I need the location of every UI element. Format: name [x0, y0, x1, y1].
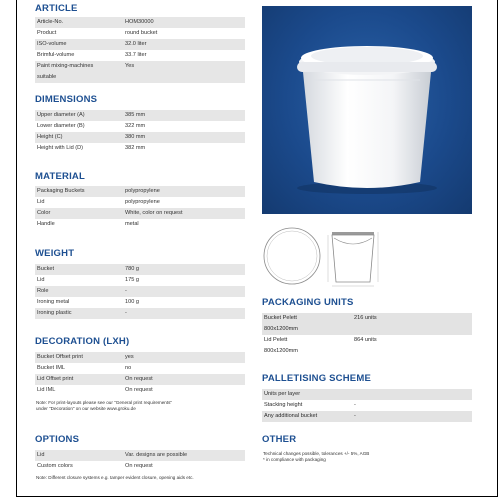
row-key: Lid Offset print [37, 376, 74, 382]
table-row [35, 143, 245, 154]
row-key: Lid [37, 199, 45, 205]
row-value: polypropylene [125, 188, 160, 194]
table-row [35, 219, 245, 230]
row-value: - [354, 402, 356, 408]
row-key: ISO-volume [37, 41, 67, 47]
row-key: suitable [37, 74, 57, 80]
table-row [35, 275, 245, 286]
row-key: Bucket Pelett [264, 315, 297, 321]
row-key: Height with Lid (D) [37, 145, 84, 151]
row-key: Product [37, 30, 57, 36]
table-row [35, 197, 245, 208]
table-row [35, 286, 245, 297]
table-row [35, 28, 245, 39]
packaging-units-heading: PACKAGING UNITS [262, 297, 354, 308]
other-note-line: Technical changes possible, tolerances +/- 5%, AGB [263, 451, 370, 456]
row-key: Handle [37, 221, 55, 227]
row-key: Lid Pelett [264, 337, 288, 343]
table-row [35, 461, 245, 472]
other-heading: OTHER [262, 434, 297, 445]
weight-table [35, 264, 245, 319]
row-key: Upper diameter (A) [37, 112, 85, 118]
row-value: White, color on request [125, 210, 183, 216]
dimensions-heading: DIMENSIONS [35, 94, 98, 105]
row-value: 100 g [125, 299, 139, 305]
row-value: 382 mm [125, 145, 146, 151]
palletising-heading: PALLETISING SCHEME [262, 373, 371, 384]
row-value: 864 units [354, 337, 377, 343]
table-row [35, 186, 245, 197]
palletising-table [262, 389, 472, 422]
table-row [35, 110, 245, 121]
table-row [262, 346, 472, 357]
row-value: polypropylene [125, 199, 160, 205]
row-key: Color [37, 210, 51, 216]
table-row [35, 363, 245, 374]
table-row [35, 17, 245, 28]
row-key: Bucket IML [37, 365, 65, 371]
row-value: HOM30000 [125, 19, 154, 25]
table-row [35, 61, 245, 72]
row-value: 216 units [354, 315, 377, 321]
article-heading: ARTICLE [35, 3, 78, 14]
table-row [35, 72, 245, 83]
table-row [262, 324, 472, 335]
row-key: Role [37, 288, 49, 294]
material-table [35, 186, 245, 230]
row-value: metal [125, 221, 139, 227]
table-row [35, 308, 245, 319]
weight-heading: WEIGHT [35, 248, 75, 259]
table-row [262, 335, 472, 346]
table-row [262, 400, 472, 411]
row-value: Var. designs are possible [125, 452, 188, 458]
row-key: Bucket [37, 266, 55, 272]
row-value [354, 324, 472, 335]
row-key: Lid [37, 277, 45, 283]
bucket-image [262, 6, 472, 214]
row-key: Any additional bucket [264, 413, 318, 419]
material-heading: MATERIAL [35, 171, 85, 182]
row-value: On request [125, 463, 153, 469]
article-table [35, 17, 245, 83]
row-value: Yes [125, 63, 135, 69]
dimensions-table [35, 110, 245, 154]
row-value: 780 g [125, 266, 139, 272]
options-heading: OPTIONS [35, 434, 80, 445]
packaging-units-table [262, 313, 472, 357]
other-note-line: * in compliance with packaging [263, 457, 326, 462]
table-row [262, 411, 472, 422]
row-value [123, 72, 245, 83]
table-row [35, 385, 245, 396]
decoration-note-line: Note: For print-layouts please see our "General print requirements" [36, 400, 173, 405]
row-key: Packaging Buckets [37, 188, 85, 194]
row-key: Bucket Offset print [37, 354, 83, 360]
product-photo [262, 6, 472, 214]
row-key: Lid IML [37, 387, 56, 393]
row-value: no [125, 365, 132, 371]
row-value [354, 389, 472, 400]
decoration-note-line: under "Decoration" on our website www.groku.de [36, 406, 136, 411]
row-value: 385 mm [125, 112, 146, 118]
row-value [354, 346, 472, 357]
row-key: Lower diameter (B) [37, 123, 85, 129]
row-key: Brimful-volume [37, 52, 75, 58]
row-key: 800x1200mm [264, 326, 298, 332]
row-value: - [125, 310, 127, 316]
row-value: yes [125, 354, 134, 360]
row-value: 33.7 liter [125, 52, 147, 58]
row-value: 380 mm [125, 134, 146, 140]
options-table [35, 450, 245, 472]
row-key: 800x1200mm [264, 348, 298, 354]
table-row [35, 208, 245, 219]
row-value: - [125, 288, 127, 294]
row-key: Paint mixing-machines [37, 63, 94, 69]
table-row [35, 39, 245, 50]
row-key: Ironing metal [37, 299, 70, 305]
table-row [35, 297, 245, 308]
row-value: 32.0 liter [125, 41, 147, 47]
technical-drawing [262, 226, 472, 288]
row-value: On request [125, 376, 153, 382]
table-row [35, 132, 245, 143]
table-row [35, 374, 245, 385]
row-value: - [354, 413, 356, 419]
table-row [35, 264, 245, 275]
decoration-table [35, 352, 245, 396]
row-key: Units per layer [264, 391, 301, 397]
row-key: Stacking height [264, 402, 303, 408]
row-value: On request [125, 387, 153, 393]
options-note: Note: Different closure systems e.g. tamper evident closure, opening aids etc. [36, 475, 194, 480]
table-row [35, 121, 245, 132]
row-key: Ironing plastic [37, 310, 72, 316]
table-row [262, 389, 472, 400]
table-row [262, 313, 472, 324]
other-note [263, 451, 473, 463]
decoration-note [36, 400, 256, 412]
table-row [35, 450, 245, 461]
row-key: Height (C) [37, 134, 63, 140]
row-key: Article-No. [37, 19, 64, 25]
table-row [35, 50, 245, 61]
row-key: Lid [37, 452, 45, 458]
row-value: 322 mm [125, 123, 146, 129]
table-row [35, 352, 245, 363]
row-value: round bucket [125, 30, 158, 36]
decoration-heading: DECORATION (LXH) [35, 336, 130, 347]
row-value: 175 g [125, 277, 139, 283]
row-key: Custom colors [37, 463, 73, 469]
